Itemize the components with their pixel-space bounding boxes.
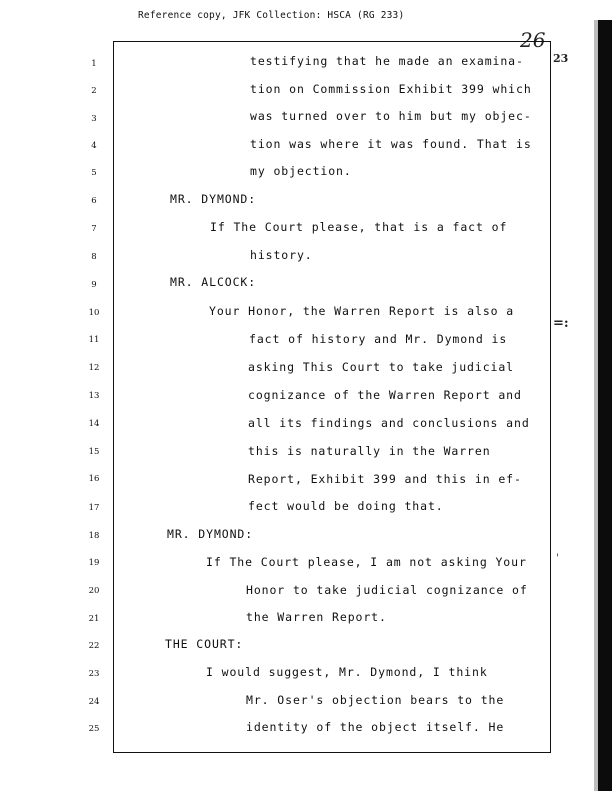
- transcript-line: fact of history and Mr. Dymond is: [249, 332, 508, 346]
- page-frame-top: [113, 41, 550, 42]
- speaker-label: MR. DYMOND:: [167, 527, 254, 541]
- line-number: 25: [88, 724, 100, 734]
- line-number: 12: [88, 363, 100, 373]
- line-number: 18: [88, 531, 100, 541]
- transcript-line: Honor to take judicial cognizance of: [246, 583, 528, 597]
- speaker-label: THE COURT:: [165, 637, 244, 651]
- line-number: 5: [91, 168, 97, 178]
- transcript-line: If The Court please, that is a fact of: [210, 220, 508, 234]
- transcript-line: Your Honor, the Warren Report is also a: [209, 304, 515, 318]
- page-frame-left: [113, 41, 114, 753]
- line-number: 19: [88, 558, 100, 568]
- line-number: 1: [91, 59, 97, 69]
- transcript-line: asking This Court to take judicial: [248, 360, 515, 374]
- transcript-line: I would suggest, Mr. Dymond, I think: [206, 665, 488, 679]
- transcript-line: testifying that he made an examina-: [250, 54, 524, 68]
- transcript-line: this is naturally in the Warren: [248, 444, 491, 458]
- transcript-line: fect would be doing that.: [248, 499, 444, 513]
- transcript-line: was turned over to him but my objec-: [250, 109, 532, 123]
- page-frame-right: [550, 41, 551, 753]
- line-number: 21: [88, 614, 100, 624]
- handwritten-page-number: 26: [520, 28, 546, 52]
- transcript-line: identity of the object itself. He: [246, 720, 505, 734]
- line-number: 24: [88, 697, 100, 707]
- transcript-line: all its findings and conclusions and: [248, 416, 530, 430]
- line-number: 22: [88, 641, 100, 651]
- speaker-label: MR. ALCOCK:: [170, 275, 257, 289]
- transcript-line: Report, Exhibit 399 and this in ef-: [248, 472, 522, 486]
- line-number: 20: [88, 586, 100, 596]
- line-number: 3: [91, 114, 97, 124]
- line-number: 8: [91, 252, 97, 262]
- line-number: 23: [88, 669, 100, 679]
- transcript-line: tion was where it was found. That is: [250, 137, 532, 151]
- transcript-line: If The Court please, I am not asking Your: [206, 555, 527, 569]
- scan-edge-bar: [598, 20, 612, 791]
- line-number: 15: [88, 447, 100, 457]
- transcript-line: the Warren Report.: [246, 610, 387, 624]
- line-number: 6: [91, 196, 97, 206]
- line-number: 7: [91, 224, 97, 234]
- line-number: 17: [88, 503, 100, 513]
- collection-header: Reference copy, JFK Collection: HSCA (RG 233): [138, 10, 405, 21]
- transcript-line: tion on Commission Exhibit 399 which: [250, 82, 532, 96]
- margin-mark: ': [556, 553, 559, 564]
- line-number: 16: [88, 474, 100, 484]
- transcript-line: Mr. Oser's objection bears to the: [246, 693, 505, 707]
- line-number: 14: [88, 419, 100, 429]
- page-frame-bottom: [113, 752, 550, 753]
- transcript-line: cognizance of the Warren Report and: [248, 388, 522, 402]
- transcript-line: my objection.: [250, 164, 352, 178]
- line-number: 13: [88, 391, 100, 401]
- line-number: 2: [91, 86, 97, 96]
- margin-mark: =:: [553, 316, 569, 331]
- line-number: 9: [91, 280, 97, 290]
- speaker-label: MR. DYMOND:: [170, 192, 257, 206]
- line-number: 4: [91, 141, 97, 151]
- transcript-line: history.: [250, 248, 313, 262]
- line-number: 10: [88, 308, 100, 318]
- line-number: 11: [88, 335, 100, 345]
- margin-mark: 23: [553, 52, 569, 65]
